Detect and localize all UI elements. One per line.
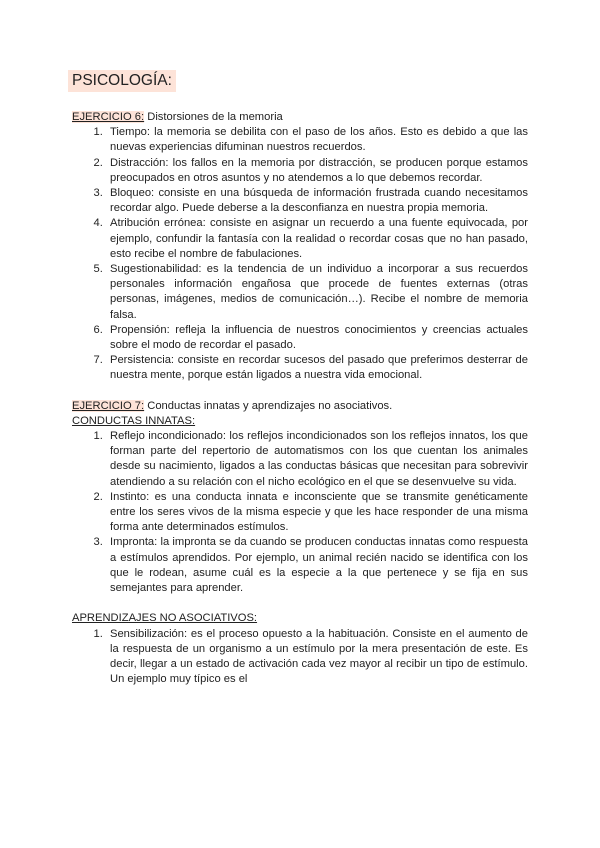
list-item: 5. Sugestionabilidad: es la tendencia de un individuo a incorporar a sus recuerdos personales información engañosa que procede de fuentes externas (otras personas, imágenes, medios de comunicación…). Recibe el nombre de memoria falsa. — [106, 262, 528, 323]
page-title: PSICOLOGÍA: — [68, 70, 176, 92]
list-item: 3. Impronta: la impronta se da cuando se producen conductas innatas como respuesta a estímulos aprendidos. Por ejemplo, un animal recién nacido se identifica con los que le rodean, asume cuál es la especie a la que pertenece y se fija en sus semejantes para aprender. — [106, 535, 528, 596]
list-item: 2. Instinto: es una conducta innata e inconsciente que se transmite genéticamente entre los seres vivos de la misma especie y que les hace responder de una misma forma ante determinados estímulos. — [106, 490, 528, 536]
exercise-6-heading — [72, 110, 528, 125]
list-item: 3. Bloqueo: consiste en una búsqueda de información frustrada cuando necesitamos recordar algo. Puede deberse a la desconfianza en nuestra propia memoria. — [106, 186, 528, 216]
exercise-7-label: EJERCICIO 7: — [72, 399, 145, 412]
non-associative-list — [72, 627, 528, 688]
exercise-7-list — [72, 429, 528, 596]
non-associative-heading: APRENDIZAJES NO ASOCIATIVOS: — [72, 612, 258, 625]
document-body — [72, 110, 528, 687]
list-item: 1. Tiempo: la memoria se debilita con el paso de los años. Esto es debido a que las nuevas experiencias difuminan nuestros recuerdos. — [106, 125, 528, 155]
exercise-7-heading — [72, 399, 528, 414]
exercise-6-label: EJERCICIO 6: — [72, 111, 145, 123]
list-item: 4. Atribución errónea: consiste en asignar un recuerdo a una fuente equivocada, por ejemplo, confundir la fantasía con la realidad o recordar cosas que no han pasado, esto recibe el nombre de fabulaciones. — [106, 216, 528, 262]
list-item: 1. Sensibilización: es el proceso opuesto a la habituación. Consiste en el aumento de la respuesta de un organismo a un estímulo por la mera presentación de este. Es decir, llegar a un estado de activación cada vez mayor al recibir un tipo de estímulo. Un ejemplo muy típico es el — [106, 627, 528, 688]
exercise-6-title: Distorsiones de la memoria — [144, 111, 283, 123]
exercise-6-list — [72, 125, 528, 383]
exercise-7-title: Conductas innatas y aprendizajes no asociativos. — [144, 399, 393, 412]
innate-behaviors-heading: CONDUCTAS INNATAS: — [72, 414, 196, 427]
list-item: 1. Reflejo incondicionado: los reflejos incondicionados son los reflejos innatos, los que forman parte del repertorio de automatismos con los que cuentan los animales desde su nacimiento, ligados a las conductas básicas que necesitan para sobrevivir atendiendo a su relación con el nicho ecológico en el que se desenvuelve su vida. — [106, 429, 528, 490]
list-item: 6. Propensión: refleja la influencia de nuestros conocimientos y creencias actuales sobre el modo de recordar el pasado. — [106, 323, 528, 353]
list-item: 2. Distracción: los fallos en la memoria por distracción, se producen porque estamos preocupados en otros asuntos y no atendemos a lo que debemos recordar. — [106, 156, 528, 186]
list-item: 7. Persistencia: consiste en recordar sucesos del pasado que preferimos desterrar de nuestra mente, porque están ligados a nuestra vida emocional. — [106, 353, 528, 383]
